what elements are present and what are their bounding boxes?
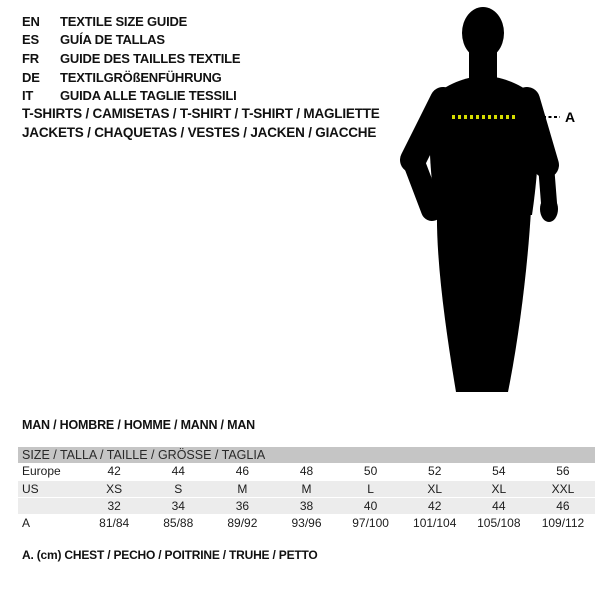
man-silhouette-figure (395, 0, 600, 400)
size-cell: 56 (556, 464, 570, 479)
size-cell: 54 (492, 464, 506, 479)
measurement-footnote: A. (cm) CHEST / PECHO / POITRINE / TRUHE / PETTO (22, 548, 318, 562)
size-cell: 34 (146, 497, 210, 514)
man-silhouette (430, 7, 539, 392)
size-cell: 46 (531, 497, 595, 514)
size-cell: 97/100 (352, 515, 389, 530)
size-cell: 85/88 (163, 515, 194, 530)
language-row-en (22, 12, 240, 31)
size-cell: 38 (274, 497, 338, 514)
language-code: FR (22, 50, 39, 66)
size-cell: 44 (467, 497, 531, 514)
language-code: EN (22, 13, 40, 29)
language-row-fr (22, 49, 240, 68)
language-list (22, 12, 240, 105)
size-cell: M (274, 480, 338, 497)
size-cell: 101/104 (413, 515, 457, 530)
size-cell: S (146, 480, 210, 497)
language-row-es (22, 31, 240, 50)
language-title: GUÍA DE TALLAS (60, 32, 165, 48)
size-cell: 50 (363, 464, 378, 479)
row-label (18, 497, 82, 514)
size-cell: XL (403, 480, 467, 497)
size-cell: 36 (210, 497, 274, 514)
size-cell: 44 (171, 464, 185, 479)
size-cell: 40 (339, 497, 403, 514)
language-code: ES (22, 32, 39, 48)
size-cell: 93/96 (291, 515, 322, 530)
size-table (18, 447, 595, 531)
category-line-jackets: JACKETS / CHAQUETAS / VESTES / JACKEN / GIACCHE (22, 125, 377, 140)
size-table-header-row (18, 447, 595, 463)
row-label: A (22, 515, 31, 530)
language-title: TEXTILGRÖßENFÜHRUNG (60, 69, 222, 85)
table-row-us (18, 480, 595, 497)
table-row-chest-measure (18, 514, 595, 531)
category-heading (22, 106, 380, 144)
table-row-us-numeric (18, 497, 595, 514)
size-cell: M (210, 480, 274, 497)
language-row-it (22, 86, 240, 105)
table-row-europe (18, 463, 595, 480)
chest-measure-label: A (565, 109, 576, 125)
size-cell: 109/112 (541, 515, 585, 530)
language-title: GUIDE DES TAILLES TEXTILE (60, 50, 241, 66)
size-cell: 42 (403, 497, 467, 514)
language-title: GUIDA ALLE TAGLIE TESSILI (60, 88, 237, 104)
size-cell: 89/92 (227, 515, 258, 530)
size-cell: 42 (107, 464, 121, 479)
category-line-tshirts: T-SHIRTS / CAMISETAS / T-SHIRT / T-SHIRT / MAGLIETTE (22, 106, 380, 121)
size-cell: XL (467, 480, 531, 497)
size-cell: 81/84 (99, 515, 130, 530)
size-table-header: SIZE / TALLA / TAILLE / GRÖSSE / TAGLIA (22, 448, 266, 462)
gender-section-title: MAN / HOMBRE / HOMME / MANN / MAN (22, 418, 255, 432)
size-cell: L (339, 480, 403, 497)
size-cell: 105/108 (477, 515, 521, 530)
language-row-de (22, 68, 240, 87)
size-cell: XXL (531, 480, 595, 497)
row-label: US (18, 480, 82, 497)
language-title: TEXTILE SIZE GUIDE (60, 13, 188, 29)
size-cell: 32 (82, 497, 146, 514)
size-cell: XS (82, 480, 146, 497)
size-cell: 46 (235, 464, 250, 479)
size-cell: 48 (299, 464, 314, 479)
row-label: Europe (22, 464, 61, 479)
size-cell: 52 (428, 464, 442, 479)
language-code: IT (22, 88, 34, 104)
language-code: DE (22, 69, 40, 85)
